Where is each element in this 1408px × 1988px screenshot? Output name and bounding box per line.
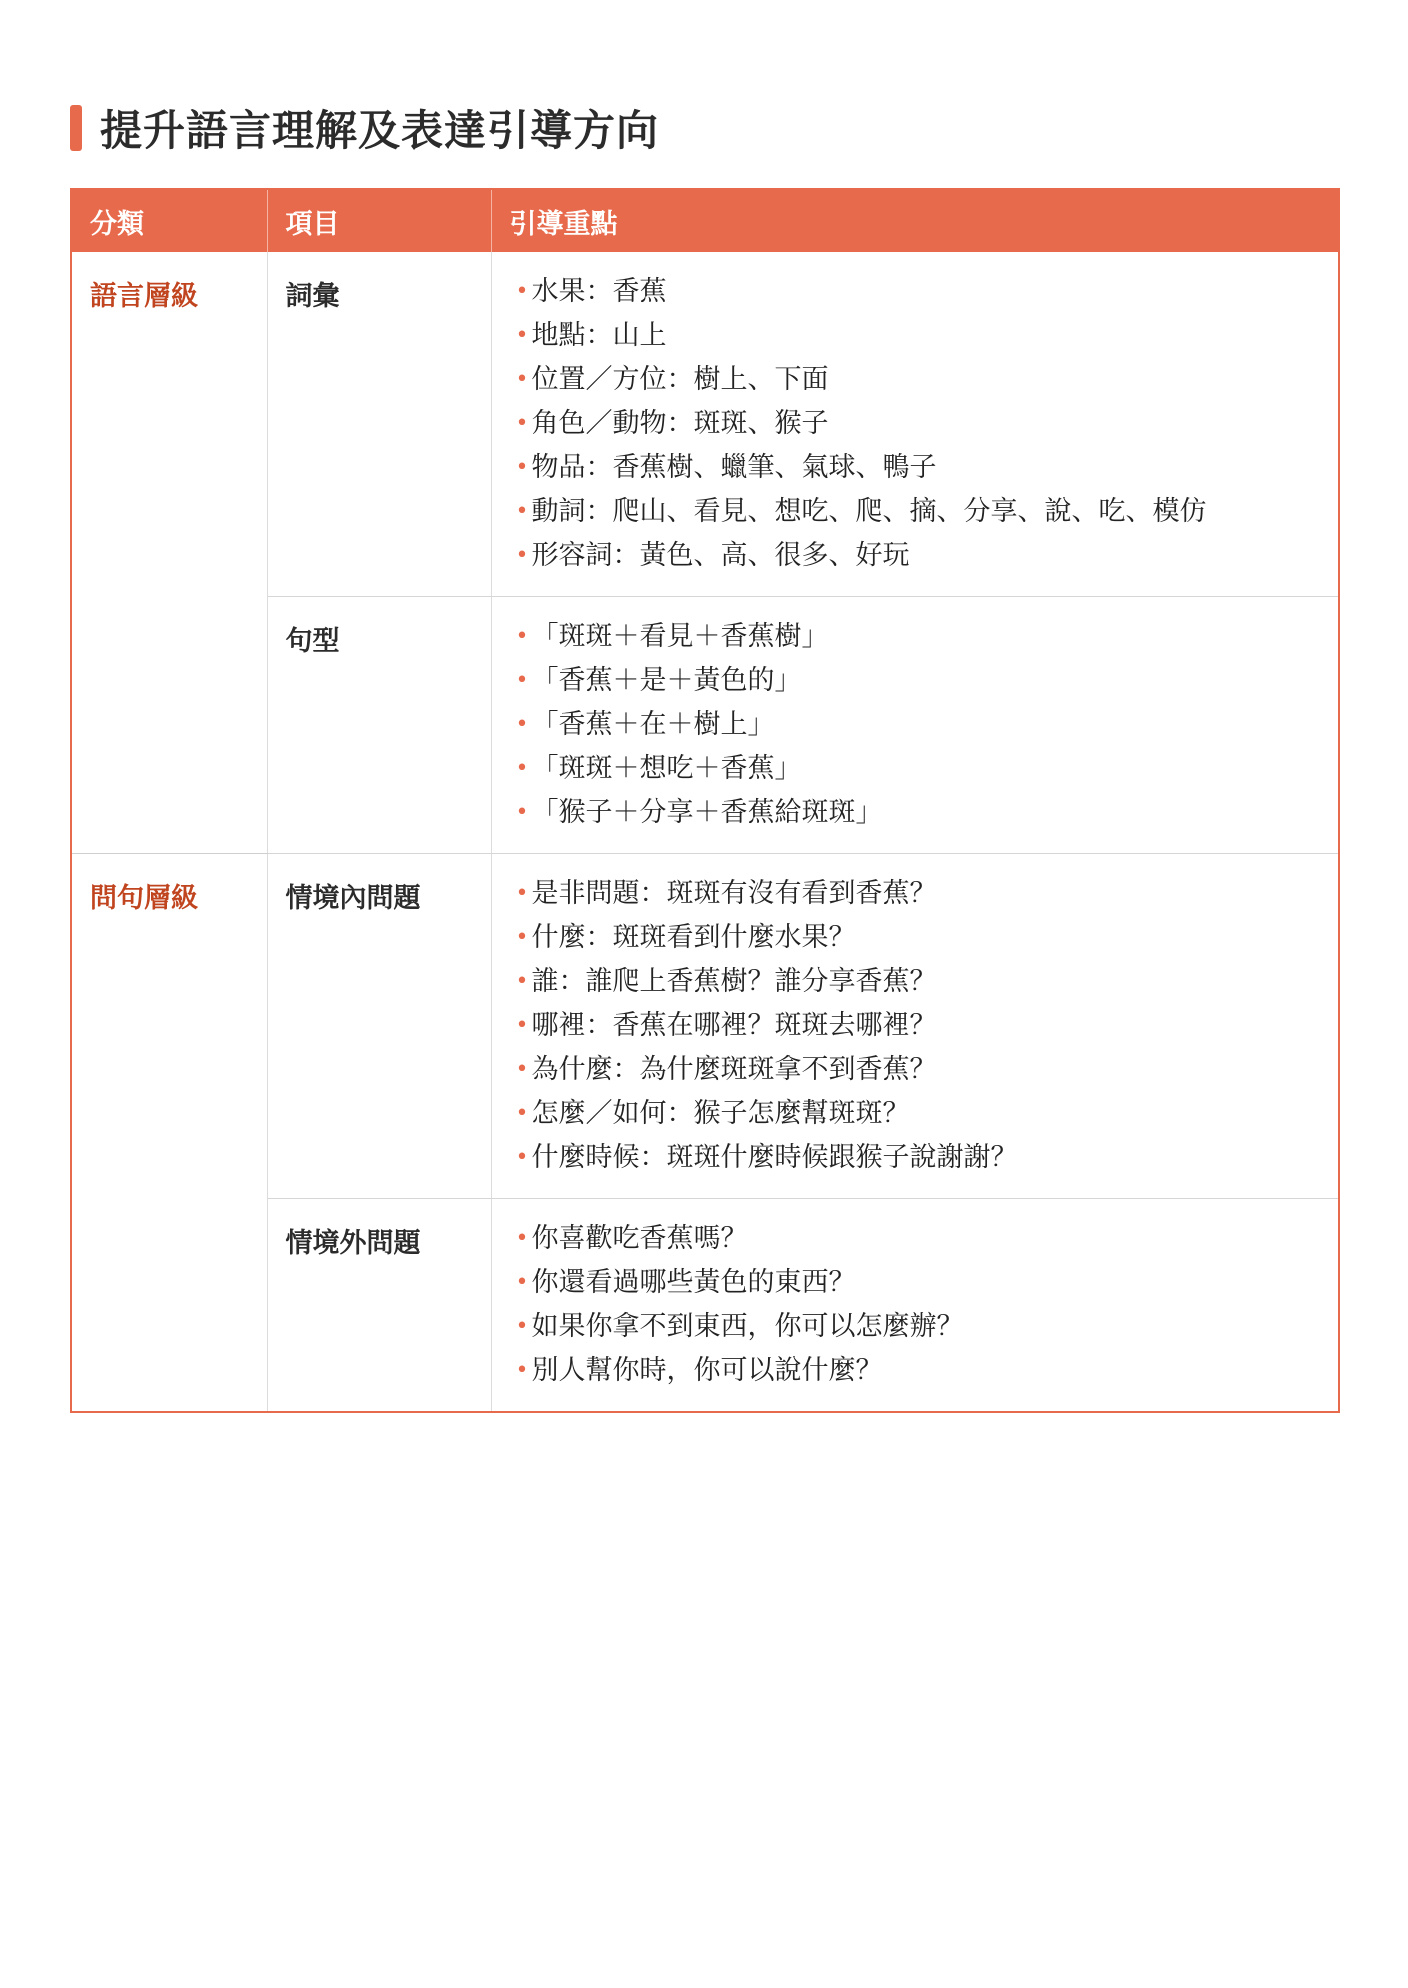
category-cell: 語言層級	[71, 252, 267, 854]
header-category: 分類	[71, 189, 267, 252]
guidance-point-text: 「香蕉＋在＋樹上」	[531, 709, 775, 740]
guidance-point-text: 水果：香蕉	[531, 276, 667, 307]
bullet-icon: •	[515, 1358, 529, 1383]
bullet-icon: •	[515, 1145, 529, 1170]
table-body	[71, 252, 1339, 1412]
list-item	[516, 314, 1339, 358]
table-header-row	[71, 189, 1339, 252]
guidance-point-text: 角色／動物：斑斑、猴子	[531, 408, 829, 439]
guidance-point-text: 如果你拿不到東西，你可以怎麼辦？	[531, 1311, 964, 1342]
list-item	[516, 615, 1339, 659]
list-item	[516, 1349, 1339, 1393]
bullet-icon: •	[515, 499, 529, 524]
list-item	[516, 791, 1339, 835]
list-item	[516, 747, 1339, 791]
list-item	[516, 446, 1339, 490]
list-item	[516, 1136, 1339, 1180]
guidance-points-cell	[491, 854, 1339, 1199]
bullet-icon: •	[515, 712, 529, 737]
header-guidance-points: 引導重點	[509, 208, 618, 240]
list-item	[516, 1004, 1339, 1048]
list-item	[516, 960, 1339, 1004]
guidance-points-list	[516, 872, 1339, 1180]
list-item	[516, 534, 1339, 578]
guidance-point-text: 「猴子＋分享＋香蕉給斑斑」	[531, 797, 883, 828]
list-item	[516, 1217, 1339, 1261]
category-cell: 問句層級	[71, 854, 267, 1413]
guidance-point-text: 「斑斑＋想吃＋香蕉」	[531, 753, 802, 784]
list-item	[516, 1048, 1339, 1092]
guidance-points-list	[516, 615, 1339, 835]
bullet-icon: •	[515, 279, 529, 304]
bullet-icon: •	[515, 1270, 529, 1295]
bullet-icon: •	[515, 543, 529, 568]
list-item	[516, 1261, 1339, 1305]
bullet-icon: •	[515, 1226, 529, 1251]
guidance-points-cell	[491, 597, 1339, 854]
guidance-point-text: 地點：山上	[531, 320, 667, 351]
bullet-icon: •	[515, 455, 529, 480]
guidance-table	[70, 188, 1340, 1413]
bullet-icon: •	[515, 969, 529, 994]
guidance-points-cell	[491, 1199, 1339, 1413]
guidance-points-list	[516, 270, 1339, 578]
guidance-points-list	[516, 1217, 1339, 1393]
guidance-point-text: 別人幫你時，你可以說什麼？	[531, 1355, 883, 1386]
guidance-points-cell	[491, 252, 1339, 597]
guidance-point-text: 是非問題：斑斑有沒有看到香蕉？	[531, 878, 937, 909]
page-header	[70, 96, 659, 160]
list-item	[516, 916, 1339, 960]
guidance-point-text: 你喜歡吃香蕉嗎？	[531, 1223, 748, 1254]
table-header	[71, 189, 1339, 252]
guidance-point-text: 什麼：斑斑看到什麼水果？	[531, 922, 856, 953]
guidance-point-text: 位置／方位：樹上、下面	[531, 364, 829, 395]
bullet-icon: •	[515, 668, 529, 693]
guidance-point-text: 為什麼：為什麼斑斑拿不到香蕉？	[531, 1054, 937, 1085]
bullet-icon: •	[515, 1013, 529, 1038]
bullet-icon: •	[515, 925, 529, 950]
bullet-icon: •	[515, 367, 529, 392]
bullet-icon: •	[515, 323, 529, 348]
list-item	[516, 490, 1339, 534]
guidance-point-text: 什麼時候：斑斑什麼時候跟猴子說謝謝？	[531, 1142, 1018, 1173]
item-cell: 情境內問題	[267, 854, 491, 1199]
table-row	[71, 252, 1339, 597]
guidance-point-text: 怎麼／如何：猴子怎麼幫斑斑？	[531, 1098, 910, 1129]
list-item	[516, 1305, 1339, 1349]
page-title: 提升語言理解及表達引導方向	[100, 106, 660, 155]
list-item	[516, 402, 1339, 446]
bullet-icon: •	[515, 1057, 529, 1082]
list-item	[516, 703, 1339, 747]
guidance-point-text: 動詞：爬山、看見、想吃、爬、摘、分享、說、吃、模仿	[531, 496, 1207, 527]
header-item: 項目	[267, 189, 491, 252]
bullet-icon: •	[515, 1314, 529, 1339]
guidance-point-text: 「斑斑＋看見＋香蕉樹」	[531, 621, 829, 652]
guidance-point-text: 哪裡：香蕉在哪裡？斑斑去哪裡？	[531, 1010, 937, 1041]
item-cell: 情境外問題	[267, 1199, 491, 1413]
guidance-point-text: 你還看過哪些黃色的東西？	[531, 1267, 856, 1298]
table-row	[71, 854, 1339, 1199]
item-cell: 句型	[267, 597, 491, 854]
bullet-icon: •	[515, 756, 529, 781]
title-accent-bar	[70, 105, 82, 151]
bullet-icon: •	[515, 1101, 529, 1126]
guidance-point-text: 誰：誰爬上香蕉樹？誰分享香蕉？	[531, 966, 937, 997]
guidance-point-text: 物品：香蕉樹、蠟筆、氣球、鴨子	[531, 452, 937, 483]
list-item	[516, 270, 1339, 314]
bullet-icon: •	[515, 624, 529, 649]
item-cell: 詞彙	[267, 252, 491, 597]
bullet-icon: •	[515, 800, 529, 825]
list-item	[516, 1092, 1339, 1136]
guidance-point-text: 形容詞：黃色、高、很多、好玩	[531, 540, 910, 571]
bullet-icon: •	[515, 411, 529, 436]
list-item	[516, 358, 1339, 402]
bullet-icon: •	[515, 881, 529, 906]
guidance-point-text: 「香蕉＋是＋黃色的」	[531, 665, 802, 696]
list-item	[516, 872, 1339, 916]
list-item	[516, 659, 1339, 703]
